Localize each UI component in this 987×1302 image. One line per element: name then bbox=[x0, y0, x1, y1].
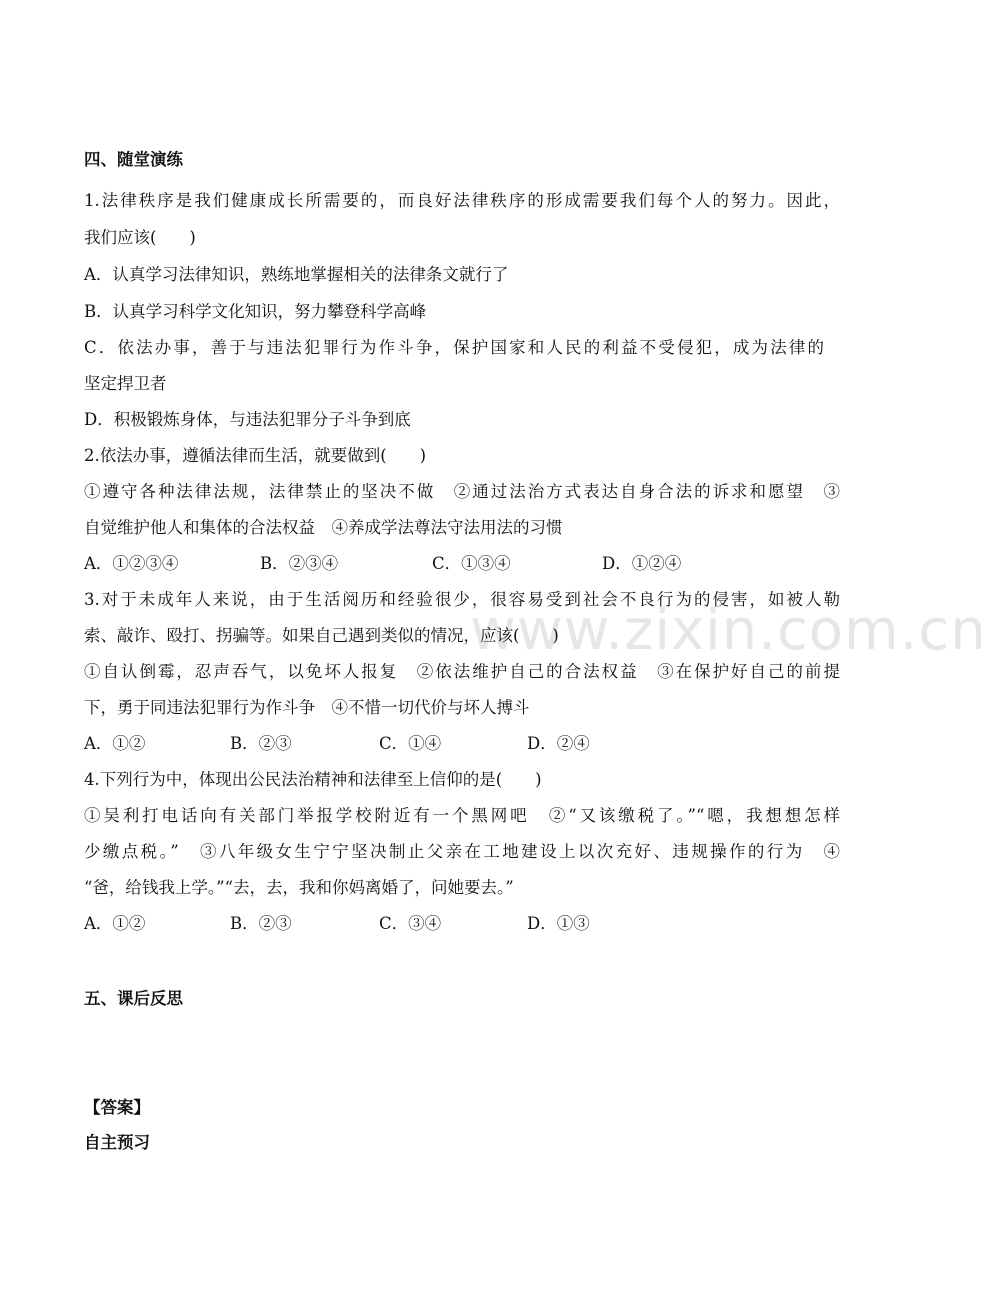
watermark: www.zixin.com.cn bbox=[470, 598, 987, 663]
q2-items-line1: ①遵守各种法律法规，法律禁止的坚决不做 ②通过法治方式表达自身合法的诉求和愿望 ③ bbox=[84, 482, 840, 501]
q2-option-d: D．①②④ bbox=[602, 554, 682, 573]
section-4-title: 四、随堂演练 bbox=[84, 150, 183, 169]
q1-option-d: D．积极锻炼身体，与违法犯罪分子斗争到底 bbox=[84, 410, 411, 429]
q4-option-a: A．①② bbox=[84, 914, 146, 933]
q3-items-line1: ①自认倒霉，忍声吞气，以免坏人报复 ②依法维护自己的合法权益 ③在保护好自己的前提 bbox=[84, 662, 840, 681]
q4-items-line2: 少缴点税。” ③八年级女生宁宁坚决制止父亲在工地建设上以次充好、违规操作的行为 ④ bbox=[84, 842, 840, 861]
answers-subheading: 自主预习 bbox=[84, 1133, 150, 1152]
q1-option-a: A．认真学习法律知识，熟练地掌握相关的法律条文就行了 bbox=[84, 265, 509, 284]
q1-option-b: B．认真学习科学文化知识，努力攀登科学高峰 bbox=[84, 302, 427, 321]
q1-stem-line1: 1.法律秩序是我们健康成长所需要的，而良好法律秩序的形成需要我们每个人的努力。因此， bbox=[84, 191, 840, 210]
q2-option-c: C．①③④ bbox=[432, 554, 511, 573]
q4-option-c: C．③④ bbox=[379, 914, 442, 933]
q3-stem-line2: 索、敲诈、殴打、拐骗等。如果自己遇到类似的情况，应该( ) bbox=[84, 626, 559, 645]
q3-option-a: A．①② bbox=[84, 734, 146, 753]
q2-option-a: A．①②③④ bbox=[84, 554, 179, 573]
q2-stem: 2.依法办事，遵循法律而生活，就要做到( ) bbox=[84, 446, 427, 465]
q1-option-c-line2: 坚定捍卫者 bbox=[84, 374, 167, 393]
q4-option-d: D．①③ bbox=[527, 914, 590, 933]
q2-option-b: B．②③④ bbox=[260, 554, 339, 573]
q3-option-b: B．②③ bbox=[230, 734, 292, 753]
q1-stem-line2: 我们应该( ) bbox=[84, 228, 196, 247]
q3-items-line2: 下，勇于同违法犯罪行为作斗争 ④不惜一切代价与坏人搏斗 bbox=[84, 698, 530, 717]
q2-items-line2: 自觉维护他人和集体的合法权益 ④养成学法尊法守法用法的习惯 bbox=[84, 518, 563, 537]
q4-items-line1: ①吴利打电话向有关部门举报学校附近有一个黑网吧 ②“又该缴税了。”“嗯，我想想怎样 bbox=[84, 806, 840, 825]
q3-option-c: C．①④ bbox=[379, 734, 442, 753]
q4-option-b: B．②③ bbox=[230, 914, 292, 933]
q3-option-d: D．②④ bbox=[527, 734, 590, 753]
q4-items-line3: “爸，给钱我上学。”“去，去，我和你妈离婚了，问她要去。” bbox=[84, 878, 514, 897]
answers-heading: 【答案】 bbox=[84, 1098, 150, 1117]
section-5-title: 五、课后反思 bbox=[84, 989, 183, 1008]
q4-stem: 4.下列行为中，体现出公民法治精神和法律至上信仰的是( ) bbox=[84, 770, 542, 789]
q1-option-c-line1: C．依法办事，善于与违法犯罪行为作斗争，保护国家和人民的利益不受侵犯，成为法律的 bbox=[84, 338, 824, 357]
q3-stem-line1: 3.对于未成年人来说，由于生活阅历和经验很少，很容易受到社会不良行为的侵害，如被人勒 bbox=[84, 590, 840, 609]
